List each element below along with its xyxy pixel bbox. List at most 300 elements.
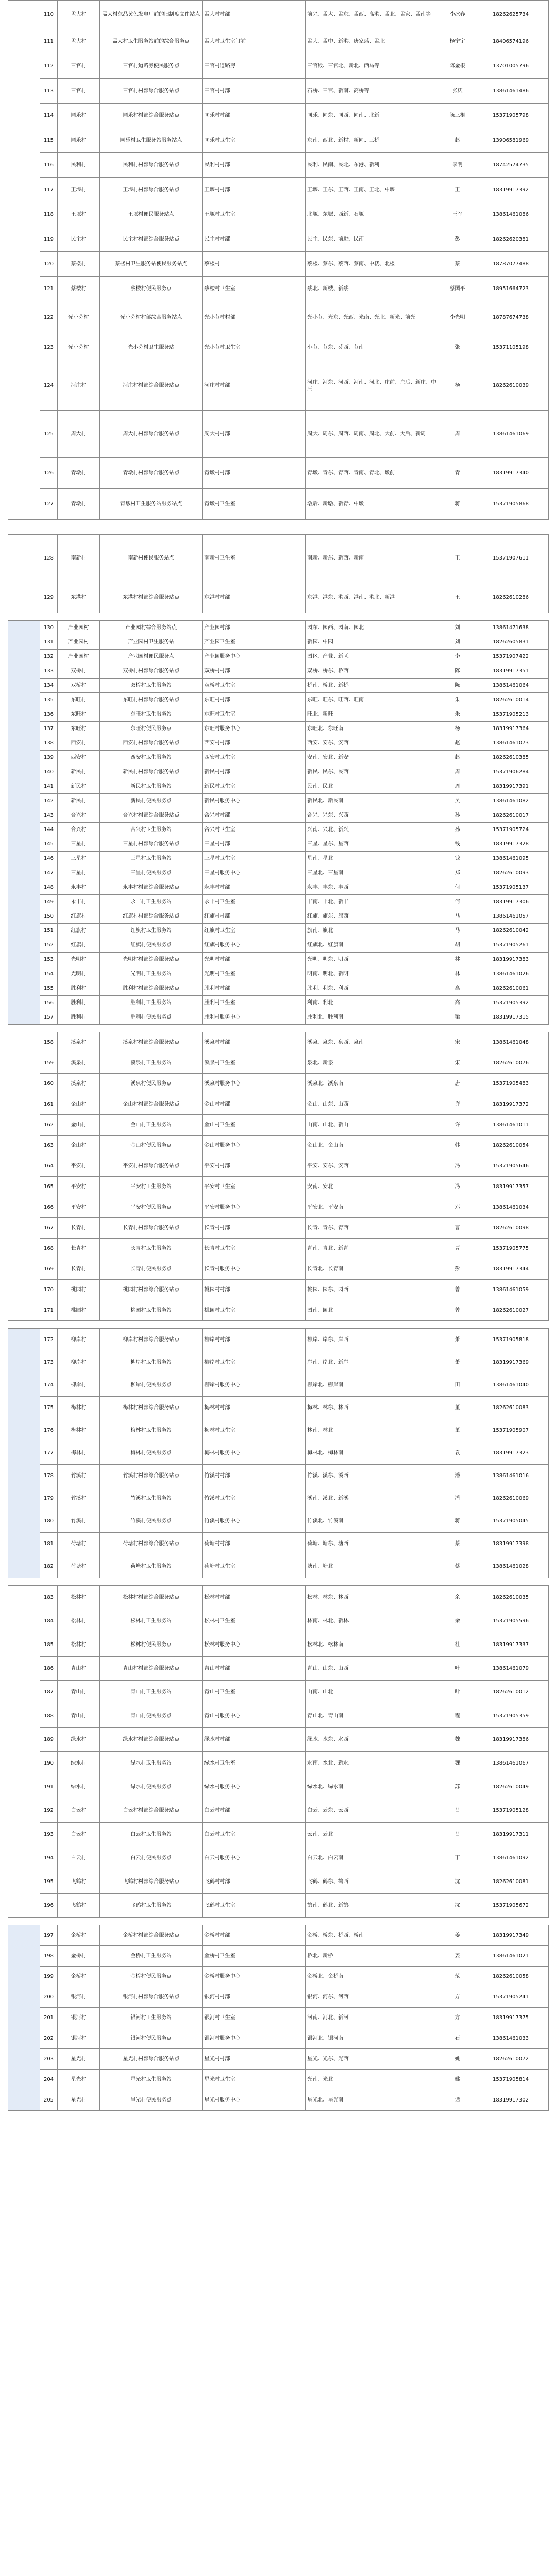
point-name: 同乐村卫生服务站服务站点: [100, 128, 203, 153]
table-row: [8, 1300, 549, 1321]
point-name: 新民村村部综合服务站点: [100, 765, 203, 779]
row-number: 187: [40, 1681, 58, 1704]
point-name: 孟大村东品黄色发电厂前的旧制度文件站点: [100, 1, 203, 29]
table-row: [8, 1239, 549, 1259]
point-location: 银河村村部: [203, 1987, 306, 2008]
village-name: 孟大村: [58, 29, 100, 54]
contact-person: 萧: [442, 1329, 473, 1351]
table-row: [8, 301, 549, 334]
coverage-area: 星光北、星光南: [306, 2090, 442, 2111]
contact-person: 周: [442, 765, 473, 779]
coverage-area: 南新、新东、新西、新南: [306, 535, 442, 582]
village-name: 松林村: [58, 1609, 100, 1633]
table-row: [8, 1510, 549, 1533]
point-location: 东港村村部: [203, 582, 306, 613]
village-name: 柳岸村: [58, 1351, 100, 1374]
point-name: 平安村村部综合服务站点: [100, 1156, 203, 1177]
point-name: 绿水村村部综合服务站点: [100, 1728, 203, 1752]
point-name: 南新村便民服务站点: [100, 535, 203, 582]
table-row: [8, 895, 549, 909]
contact-person: 陈: [442, 679, 473, 693]
contact-person: 梁: [442, 1010, 473, 1025]
point-location: 长青村服务中心: [203, 1259, 306, 1280]
contact-phone: 18319917372: [473, 1094, 549, 1115]
contact-phone: 18262610049: [473, 1775, 549, 1799]
coverage-area: 胜利、利东、利西: [306, 981, 442, 996]
point-name: 合兴村村部综合服务站点: [100, 808, 203, 823]
table-row: [8, 707, 549, 722]
point-name: 王堰村村部综合服务站点: [100, 178, 203, 202]
row-number: 125: [40, 411, 58, 458]
point-name: 白云村村部综合服务站点: [100, 1799, 203, 1823]
village-name: 同乐村: [58, 104, 100, 128]
table-row: [8, 909, 549, 924]
coverage-area: 民利、民南、民北、东港、新利: [306, 153, 442, 178]
contact-person: 蒋: [442, 489, 473, 520]
coverage-area: 长青、青东、青西: [306, 1218, 442, 1239]
town-name: [8, 1032, 40, 1321]
village-name: 金桥村: [58, 1967, 100, 1987]
table-row: [8, 1053, 549, 1074]
table-row: [8, 1775, 549, 1799]
table-row: [8, 635, 549, 650]
village-name: 荷塘村: [58, 1555, 100, 1578]
coverage-area: 旺北、新旺: [306, 707, 442, 722]
village-name: 新民村: [58, 794, 100, 808]
contact-person: 孙: [442, 823, 473, 837]
point-name: 东港村村部综合服务站点: [100, 582, 203, 613]
coverage-area: 新园、中园: [306, 635, 442, 650]
point-name: 双桥村村部综合服务站点: [100, 664, 203, 679]
point-location: 溪泉村卫生室: [203, 1053, 306, 1074]
contact-person: 曹: [442, 1218, 473, 1239]
row-number: 127: [40, 489, 58, 520]
point-name: 青墩村村部综合服务站点: [100, 458, 203, 489]
table-row: [8, 2028, 549, 2049]
coverage-area: 银河、河东、河西: [306, 1987, 442, 2008]
point-name: 永丰村卫生服务站: [100, 895, 203, 909]
contact-phone: 18319917344: [473, 1259, 549, 1280]
village-name: 红旗村: [58, 924, 100, 938]
contact-person: 姚: [442, 2070, 473, 2090]
point-location: 光明村卫生室: [203, 967, 306, 981]
point-name: 光小芬村村部综合服务站点: [100, 301, 203, 334]
row-number: 160: [40, 1074, 58, 1094]
contact-person: 刘: [442, 635, 473, 650]
village-name: 民主村: [58, 227, 100, 252]
point-location: 合兴村卫生室: [203, 823, 306, 837]
village-name: 柳岸村: [58, 1374, 100, 1397]
row-number: 182: [40, 1555, 58, 1578]
contact-phone: 13861461016: [473, 1465, 549, 1487]
point-location: 星光村卫生室: [203, 2070, 306, 2090]
row-number: 135: [40, 693, 58, 707]
table-row: [8, 128, 549, 153]
table-row: [8, 664, 549, 679]
village-name: 南新村: [58, 535, 100, 582]
coverage-area: 山南、山北: [306, 1681, 442, 1704]
contact-phone: 15371906284: [473, 765, 549, 779]
village-name: 金山村: [58, 1094, 100, 1115]
table-row: [8, 1728, 549, 1752]
table-row: [8, 104, 549, 128]
row-number: 196: [40, 1894, 58, 1918]
village-name: 永丰村: [58, 895, 100, 909]
contact-person: 刘: [442, 621, 473, 635]
contact-phone: 15371905907: [473, 1419, 549, 1442]
coverage-area: 青山、山东、山西: [306, 1657, 442, 1681]
point-location: 胜利村服务中心: [203, 1010, 306, 1025]
contact-person: 宋: [442, 1053, 473, 1074]
point-location: 绿水村村部: [203, 1728, 306, 1752]
contact-person: 彭: [442, 227, 473, 252]
point-name: 光明村村部综合服务站点: [100, 953, 203, 967]
village-name: 金山村: [58, 1115, 100, 1136]
row-number: 195: [40, 1870, 58, 1894]
contact-phone: 18262610012: [473, 1681, 549, 1704]
point-location: 柳岸村卫生室: [203, 1351, 306, 1374]
coverage-area: 桥北、新桥: [306, 1946, 442, 1967]
contact-phone: 18319917392: [473, 178, 549, 202]
village-name: 金山村: [58, 1136, 100, 1156]
point-location: 三星村服务中心: [203, 866, 306, 880]
row-number: 166: [40, 1197, 58, 1218]
town-name: [8, 1925, 40, 2111]
table-row: [8, 1925, 549, 1946]
point-location: 绿水村服务中心: [203, 1775, 306, 1799]
row-number: 174: [40, 1374, 58, 1397]
row-number: 180: [40, 1510, 58, 1533]
row-number: 168: [40, 1239, 58, 1259]
point-location: 竹溪村服务中心: [203, 1510, 306, 1533]
table-row: [8, 823, 549, 837]
point-name: 长青村卫生服务站: [100, 1239, 203, 1259]
table-row: [8, 1894, 549, 1918]
village-name: 河庄村: [58, 361, 100, 411]
row-number: 183: [40, 1586, 58, 1609]
village-name: 绿水村: [58, 1752, 100, 1775]
point-location: 平安村服务中心: [203, 1197, 306, 1218]
row-number: 110: [40, 1, 58, 29]
village-name: 西安村: [58, 751, 100, 765]
point-location: 银河村卫生室: [203, 2008, 306, 2028]
point-name: 溪泉村村部综合服务站点: [100, 1032, 203, 1053]
table-row: [8, 1374, 549, 1397]
point-location: 东旺村服务中心: [203, 722, 306, 736]
village-name: 竹溪村: [58, 1465, 100, 1487]
table-row: [8, 1533, 549, 1555]
contact-phone: 13861461095: [473, 852, 549, 866]
coverage-area: 北堰、东堰、西新、石堰: [306, 202, 442, 227]
point-location: 西安村村部: [203, 736, 306, 751]
contact-phone: 18951664723: [473, 277, 549, 301]
village-name: 长青村: [58, 1239, 100, 1259]
contact-person: 魏: [442, 1728, 473, 1752]
table-row: [8, 1987, 549, 2008]
coverage-area: 兴南、兴北、新兴: [306, 823, 442, 837]
contact-person: 蔡: [442, 1533, 473, 1555]
row-number: 157: [40, 1010, 58, 1025]
contact-phone: 15371905818: [473, 1329, 549, 1351]
contact-phone: 15371905814: [473, 2070, 549, 2090]
point-name: 东旺村卫生服务站: [100, 707, 203, 722]
row-number: 189: [40, 1728, 58, 1752]
village-name: 胜利村: [58, 996, 100, 1010]
contact-person: 谭: [442, 2090, 473, 2111]
point-name: 金桥村便民服务点: [100, 1967, 203, 1987]
contact-phone: 18262605831: [473, 635, 549, 650]
coverage-area: 丰南、丰北、新丰: [306, 895, 442, 909]
section-gap: [8, 1578, 549, 1586]
contact-phone: 15371905798: [473, 104, 549, 128]
table-row: [8, 1329, 549, 1351]
table-row: [8, 736, 549, 751]
row-number: 146: [40, 852, 58, 866]
table-row: [8, 1586, 549, 1609]
village-name: 青山村: [58, 1681, 100, 1704]
contact-person: 蒋: [442, 1510, 473, 1533]
point-location: 白云村服务中心: [203, 1846, 306, 1870]
village-name: 银河村: [58, 2008, 100, 2028]
village-name: 东旺村: [58, 693, 100, 707]
point-location: 东旺村卫生室: [203, 707, 306, 722]
village-name: 东旺村: [58, 707, 100, 722]
point-name: 孟大村卫生服务站前的综合服务点: [100, 29, 203, 54]
point-location: 双桥村村部: [203, 664, 306, 679]
point-location: 产业园服务中心: [203, 650, 306, 664]
row-number: 202: [40, 2028, 58, 2049]
point-location: 飞鹤村村部: [203, 1870, 306, 1894]
contact-person: 苏: [442, 1775, 473, 1799]
contact-phone: 15371905596: [473, 1609, 549, 1633]
row-number: 169: [40, 1259, 58, 1280]
row-number: 139: [40, 751, 58, 765]
row-number: 151: [40, 924, 58, 938]
point-name: 三官村村部综合服务站点: [100, 79, 203, 104]
village-name: 竹溪村: [58, 1487, 100, 1510]
contact-phone: 18787077488: [473, 252, 549, 277]
town-name: [8, 535, 40, 613]
point-location: 同乐村村部: [203, 104, 306, 128]
contact-person: 魏: [442, 1752, 473, 1775]
section-gap: [8, 520, 549, 535]
point-name: 蔡楼村卫生服务站便民服务站点: [100, 252, 203, 277]
row-number: 172: [40, 1329, 58, 1351]
point-name: 同乐村村部综合服务站点: [100, 104, 203, 128]
row-number: 163: [40, 1136, 58, 1156]
coverage-area: 岸南、岸北、新岸: [306, 1351, 442, 1374]
contact-person: 陈金根: [442, 54, 473, 79]
table-row: [8, 996, 549, 1010]
contact-person: 吴: [442, 794, 473, 808]
contact-person: 吕: [442, 1799, 473, 1823]
point-location: 青墩村村部: [203, 458, 306, 489]
village-name: 青山村: [58, 1704, 100, 1728]
contact-phone: 15371907422: [473, 650, 549, 664]
contact-person: 杨: [442, 722, 473, 736]
coverage-area: 星光、光东、光西: [306, 2049, 442, 2070]
table-row: [8, 1397, 549, 1419]
coverage-area: 小芬、芬东、芬西、芬南: [306, 334, 442, 361]
contact-person: 何: [442, 895, 473, 909]
row-number: 121: [40, 277, 58, 301]
point-name: 三星村卫生服务站: [100, 852, 203, 866]
contact-person: 王: [442, 535, 473, 582]
point-name: 竹溪村村部综合服务站点: [100, 1465, 203, 1487]
contact-person: 王: [442, 582, 473, 613]
point-location: 柳岸村村部: [203, 1329, 306, 1351]
table-row: [8, 765, 549, 779]
point-name: 金山村便民服务点: [100, 1136, 203, 1156]
contact-person: 许: [442, 1094, 473, 1115]
contact-phone: 18406574196: [473, 29, 549, 54]
point-location: 白云村村部: [203, 1799, 306, 1823]
coverage-area: 溪泉北、溪泉南: [306, 1074, 442, 1094]
village-name: 产业园村: [58, 635, 100, 650]
row-number: 184: [40, 1609, 58, 1633]
contact-person: 马: [442, 924, 473, 938]
table-row: [8, 1136, 549, 1156]
table-row: [8, 1032, 549, 1053]
village-name: 长青村: [58, 1259, 100, 1280]
contact-person: 董: [442, 1419, 473, 1442]
coverage-area: 梅林北、梅林南: [306, 1442, 442, 1465]
contact-phone: 18262610058: [473, 1967, 549, 1987]
contact-phone: 13861461057: [473, 909, 549, 924]
contact-person: 程: [442, 1704, 473, 1728]
point-location: 星光村村部: [203, 2049, 306, 2070]
point-name: 白云村便民服务点: [100, 1846, 203, 1870]
coverage-area: 东南、西北、新村、新同、三桥: [306, 128, 442, 153]
point-location: 孟大村卫生室门前: [203, 29, 306, 54]
contact-phone: 18319917323: [473, 1442, 549, 1465]
point-location: 荷塘村村部: [203, 1533, 306, 1555]
contact-person: 沈: [442, 1894, 473, 1918]
contact-phone: 18787674738: [473, 301, 549, 334]
point-name: 松林村卫生服务站: [100, 1609, 203, 1633]
contact-phone: 18319917328: [473, 837, 549, 852]
contact-phone: 13861461082: [473, 794, 549, 808]
coverage-area: 飞鹤、鹤东、鹤西: [306, 1870, 442, 1894]
point-name: 绿水村便民服务点: [100, 1775, 203, 1799]
table-row: [8, 1094, 549, 1115]
contact-person: 宋: [442, 1032, 473, 1053]
point-name: 金桥村卫生服务站: [100, 1946, 203, 1967]
contact-phone: 13861461034: [473, 1197, 549, 1218]
row-number: 113: [40, 79, 58, 104]
point-location: 三官村村部: [203, 79, 306, 104]
row-number: 123: [40, 334, 58, 361]
contact-person: 杨宁宇: [442, 29, 473, 54]
point-location: 民主村村部: [203, 227, 306, 252]
contact-person: 李明: [442, 153, 473, 178]
point-name: 西安村卫生服务站: [100, 751, 203, 765]
table-row: [8, 751, 549, 765]
coverage-area: 松林北、松林南: [306, 1633, 442, 1657]
contact-phone: 13861461028: [473, 1555, 549, 1578]
point-name: 红旗村便民服务点: [100, 938, 203, 953]
coverage-area: 柳岸、岸东、岸西: [306, 1329, 442, 1351]
row-number: 175: [40, 1397, 58, 1419]
point-name: 金桥村村部综合服务站点: [100, 1925, 203, 1946]
table-row: [8, 2008, 549, 2028]
point-location: 光小芬村村部: [203, 301, 306, 334]
contact-phone: 15371905137: [473, 880, 549, 895]
point-name: 梅林村卫生服务站: [100, 1419, 203, 1442]
contact-phone: 18319917369: [473, 1351, 549, 1374]
point-location: 青山村服务中心: [203, 1704, 306, 1728]
row-number: 185: [40, 1633, 58, 1657]
point-name: 胜利村卫生服务站: [100, 996, 203, 1010]
point-location: 长青村村部: [203, 1218, 306, 1239]
contact-phone: 18262610027: [473, 1300, 549, 1321]
contact-person: 叶: [442, 1681, 473, 1704]
contact-phone: 18319917315: [473, 1010, 549, 1025]
point-name: 桃园村村部综合服务站点: [100, 1280, 203, 1300]
point-name: 绿水村卫生服务站: [100, 1752, 203, 1775]
village-name: 柳岸村: [58, 1329, 100, 1351]
point-name: 东旺村便民服务点: [100, 722, 203, 736]
point-location: 王堰村村部: [203, 178, 306, 202]
row-number: 167: [40, 1218, 58, 1239]
point-name: 梅林村便民服务点: [100, 1442, 203, 1465]
table-row: [8, 1, 549, 29]
coverage-area: 胜利北、胜利南: [306, 1010, 442, 1025]
village-name: 双桥村: [58, 679, 100, 693]
village-name: 桃园村: [58, 1280, 100, 1300]
village-name: 桃园村: [58, 1300, 100, 1321]
point-location: 胜利村卫生室: [203, 996, 306, 1010]
table-row: [8, 1351, 549, 1374]
point-name: 红旗村卫生服务站: [100, 924, 203, 938]
section-gap: [8, 613, 549, 621]
village-name: 三星村: [58, 866, 100, 880]
coverage-area: 东旺北、东旺南: [306, 722, 442, 736]
contact-phone: 15371905128: [473, 1799, 549, 1823]
point-name: 王堰村便民服务站点: [100, 202, 203, 227]
row-number: 164: [40, 1156, 58, 1177]
point-location: 南新村卫生室: [203, 535, 306, 582]
point-name: 永丰村村部综合服务站点: [100, 880, 203, 895]
contact-person: 姜: [442, 1925, 473, 1946]
contact-person: 邓: [442, 1197, 473, 1218]
contact-phone: 18262620381: [473, 227, 549, 252]
village-name: 双桥村: [58, 664, 100, 679]
point-name: 新民村便民服务点: [100, 794, 203, 808]
section-gap: [8, 1025, 549, 1032]
row-number: 117: [40, 178, 58, 202]
contact-phone: 13861461079: [473, 1657, 549, 1681]
coverage-area: 同乐、同东、同西、同南、北新: [306, 104, 442, 128]
point-name: 周大村村部综合服务站点: [100, 411, 203, 458]
contact-phone: 15371905724: [473, 823, 549, 837]
table-row: [8, 981, 549, 996]
point-location: 蔡楼村卫生室: [203, 277, 306, 301]
village-name: 胜利村: [58, 981, 100, 996]
point-location: 平安村村部: [203, 1156, 306, 1177]
row-number: 134: [40, 679, 58, 693]
contact-person: 马: [442, 909, 473, 924]
coverage-area: 墩后、新墩、新青、中墩: [306, 489, 442, 520]
coverage-area: 平安北、平安南: [306, 1197, 442, 1218]
contact-person: 陈: [442, 664, 473, 679]
table-row: [8, 1609, 549, 1633]
point-location: 溪泉村服务中心: [203, 1074, 306, 1094]
point-location: 胜利村村部: [203, 981, 306, 996]
contact-person: 张: [442, 334, 473, 361]
contact-person: 李: [442, 650, 473, 664]
village-name: 合兴村: [58, 808, 100, 823]
